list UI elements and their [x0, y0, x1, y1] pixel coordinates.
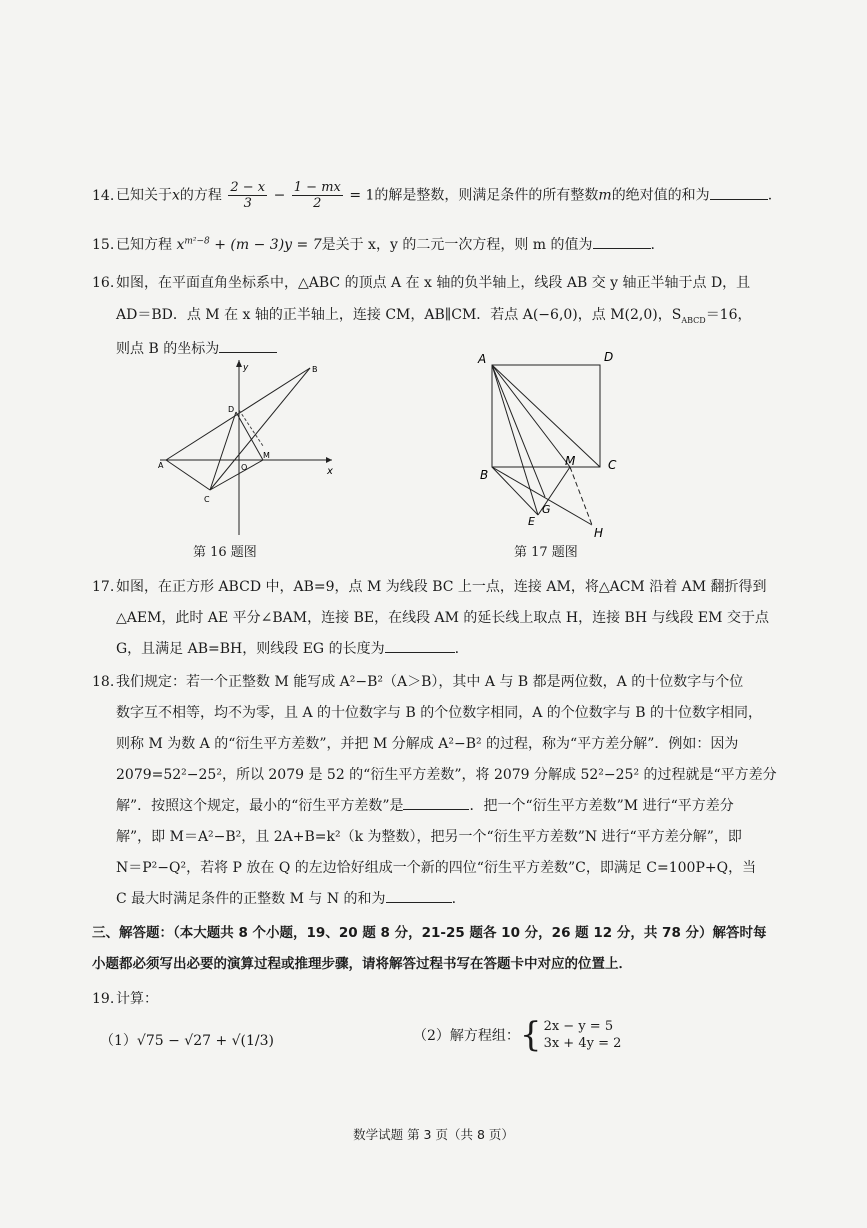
label-D: D — [604, 350, 614, 364]
answer-blank[interactable] — [710, 187, 768, 200]
equation-1: 2x − y = 5 — [543, 1019, 614, 1034]
q14-text-post: 的解是整数，则满足条件的所有整数 — [374, 187, 599, 204]
question-17-line-3: G，且满足 AB=BH，则线段 EG 的长度为 . — [116, 641, 460, 657]
question-number: 17. — [92, 579, 115, 595]
question-18-line-1 — [92, 671, 743, 691]
q19-title: 计算： — [116, 991, 158, 1007]
section-3-heading: 三、解答题：（本大题共 8 个小题，19、20 题 8 分，21-25 题各 10 分，26 题 12 分，共 78 分）解答时每 — [92, 925, 767, 941]
q18-text-7: N＝P²−Q²，若将 P 放在 Q 的左边恰好组成一个新的四位“衍生平方差数”C，即满足 C=100P+Q，当 — [116, 860, 757, 876]
segment-CM — [210, 460, 263, 490]
segment-AG — [492, 365, 545, 497]
segment-CB — [210, 368, 310, 490]
question-18-line-3 — [116, 733, 738, 753]
equation-2: 3x + 4y = 2 — [543, 1036, 622, 1051]
label-B: B — [480, 468, 489, 482]
question-number: 19. — [92, 991, 115, 1007]
segment-MH — [570, 467, 592, 525]
segment-AB — [166, 368, 310, 460]
question-14: 14. 已知关于x的方程 $\frac{2 - x}{3}$ − $\frac{1 - mx}{2}$ = 1的解是整数，则满足条件的所有整数m的绝对值的和为 . — [92, 180, 773, 211]
q16-text-2: AD＝BD．点 M 在 x 轴的正半轴上，连接 CM，AB∥CM．若点 A(−6,0)，点 M(2,0)，S — [116, 307, 682, 323]
q18-text-5b: ．把一个“衍生平方差数”M 进行“平方差分 — [469, 798, 734, 814]
brace-icon: { — [519, 1015, 542, 1055]
q16-text-3: 则点 B 的坐标为 — [116, 341, 220, 357]
q19-part-2 — [413, 1015, 622, 1055]
label-M: M — [263, 451, 270, 460]
question-number: 18. — [92, 674, 115, 690]
label-G: G — [542, 503, 551, 516]
segment-AC — [492, 365, 600, 467]
question-16-line-1 — [92, 272, 750, 292]
q18-text-1: 我们规定：若一个正整数 M 能写成 A²−B²（A＞B），其中 A 与 B 都是两位数，A 的十位数字与个位 — [116, 674, 744, 690]
q14-text-post2: 的绝对值的和为 — [611, 187, 710, 204]
label-D: D — [228, 405, 235, 414]
question-19 — [92, 988, 158, 1008]
q17-text-1: 如图，在正方形 ABCD 中，AB=9，点 M 为线段 BC 上一点，连接 AM，将△ACM 沿着 AM 翻折得到 — [116, 579, 767, 595]
question-number: 15. — [92, 237, 115, 253]
label-A: A — [158, 461, 164, 470]
label-x: x — [327, 466, 333, 477]
q19-part-2-label: （2）解方程组： — [413, 1028, 520, 1044]
segment-BH — [492, 467, 592, 525]
q17-text-3: G，且满足 AB=BH，则线段 EG 的长度为 — [116, 641, 385, 657]
label-C: C — [204, 495, 210, 504]
q16-text-1: 如图，在平面直角坐标系中，△ABC 的顶点 A 在 x 轴的负半轴上，线段 AB 交 y 轴正半轴于点 D，且 — [116, 275, 751, 291]
q15-text-post: 是关于 x，y 的二元一次方程，则 m 的值为 — [321, 237, 593, 253]
q15-text-pre: 已知方程 — [116, 237, 172, 253]
y-axis-arrow — [236, 360, 242, 367]
figure-17 — [470, 345, 630, 540]
section-3-instructions: 小题都必须写出必要的演算过程或推理步骤，请将解答过程书写在答题卡中对应的位置上． — [92, 956, 632, 972]
figure-16-caption: 第 16 题图 — [193, 545, 257, 560]
answer-blank[interactable] — [385, 640, 455, 653]
frac1-top: 2 − x — [230, 180, 266, 195]
q14-text-pre: 已知关于 — [116, 187, 172, 204]
answer-blank[interactable] — [593, 236, 651, 249]
q17-text-2: △AEM，此时 AE 平分∠BAM，连接 BE，在线段 AM 的延长线上取点 H，连接 BH 与线段 EM 交于点 — [116, 610, 769, 626]
equation-system — [544, 1018, 622, 1052]
figure-17-caption: 第 17 题图 — [514, 545, 578, 560]
question-17-line-1 — [92, 576, 767, 596]
segment-AE — [492, 365, 538, 515]
question-18-line-8: C 最大时满足条件的正整数 M 与 N 的和为 . — [116, 891, 457, 907]
label-C: C — [608, 458, 617, 472]
segment-AC — [166, 460, 210, 490]
q15-var: x — [176, 237, 185, 253]
page-footer: 数学试题 第 3 页（共 8 页） — [353, 1127, 514, 1142]
segment-AM — [492, 365, 570, 467]
question-15: 15. 已知方程 $x^{m^2-8} + (m - 3)y = 7$是关于 x，y 的二元一次方程，则 m 的值为 . — [92, 236, 655, 253]
q16-subscript: ABCD — [681, 315, 706, 325]
q14-eq: = 1 — [349, 187, 375, 204]
q14-var-x: x — [172, 187, 180, 204]
question-18-line-4 — [116, 764, 777, 784]
q15-exponent: m²−8 — [184, 236, 210, 247]
fraction-2 — [292, 180, 343, 211]
answer-blank[interactable] — [386, 890, 452, 903]
question-number: 14. — [92, 187, 115, 204]
q14-var-m: m — [598, 187, 612, 204]
frac2-bottom: 2 — [313, 196, 322, 211]
q18-text-4: 2079=52²−25²，所以 2079 是 52 的“衍生平方差数”，将 2079 分解成 52²−25² 的过程就是“平方差分 — [116, 767, 777, 783]
q18-text-2: 数字互不相等，均不为零，且 A 的十位数字与 B 的个位数字相同，A 的个位数字与 B 的十位数字相同， — [116, 705, 762, 721]
q14-minus: − — [273, 187, 286, 204]
question-18-line-7 — [116, 857, 756, 877]
question-18-line-5 — [116, 795, 734, 815]
question-17-line-2 — [116, 607, 769, 627]
q18-text-3: 则称 M 为数 A 的“衍生平方差数”，并把 M 分解成 A²−B² 的过程，称为“平方差分解”．例如：因为 — [116, 736, 739, 752]
question-number: 16. — [92, 275, 115, 291]
label-E: E — [528, 515, 535, 528]
label-A: A — [478, 352, 487, 366]
answer-blank[interactable] — [403, 797, 469, 810]
q15-expr: + (m − 3)y = 7 — [214, 237, 322, 253]
label-B: B — [312, 365, 318, 374]
q19-part-1: （1）√75 − √27 + √(1/3) — [100, 1033, 275, 1049]
x-axis-arrow — [326, 457, 332, 463]
label-M: M — [565, 454, 576, 468]
q18-text-8: C 最大时满足条件的正整数 M 与 N 的和为 — [116, 891, 386, 907]
label-y: y — [243, 363, 249, 373]
label-O: O — [241, 463, 248, 472]
question-16-line-2 — [116, 304, 752, 325]
fraction-1 — [228, 180, 267, 211]
figure-16 — [150, 350, 350, 540]
q16-text-2b: ＝16， — [705, 307, 752, 323]
frac2-top: 1 − mx — [293, 180, 341, 195]
label-H: H — [594, 526, 604, 540]
q18-text-6: 解”，即 M＝A²−B²，且 2A+B=k²（k 为整数），把另一个“衍生平方差数”N 进行“平方差分解”，即 — [116, 829, 742, 845]
question-18-line-6 — [116, 826, 742, 846]
q18-text-5a: 解”．按照这个规定，最小的“衍生平方差数”是 — [116, 798, 404, 814]
question-18-line-2 — [116, 702, 762, 722]
q14-text-mid: 的方程 — [179, 187, 222, 204]
frac1-bottom: 3 — [243, 196, 252, 211]
